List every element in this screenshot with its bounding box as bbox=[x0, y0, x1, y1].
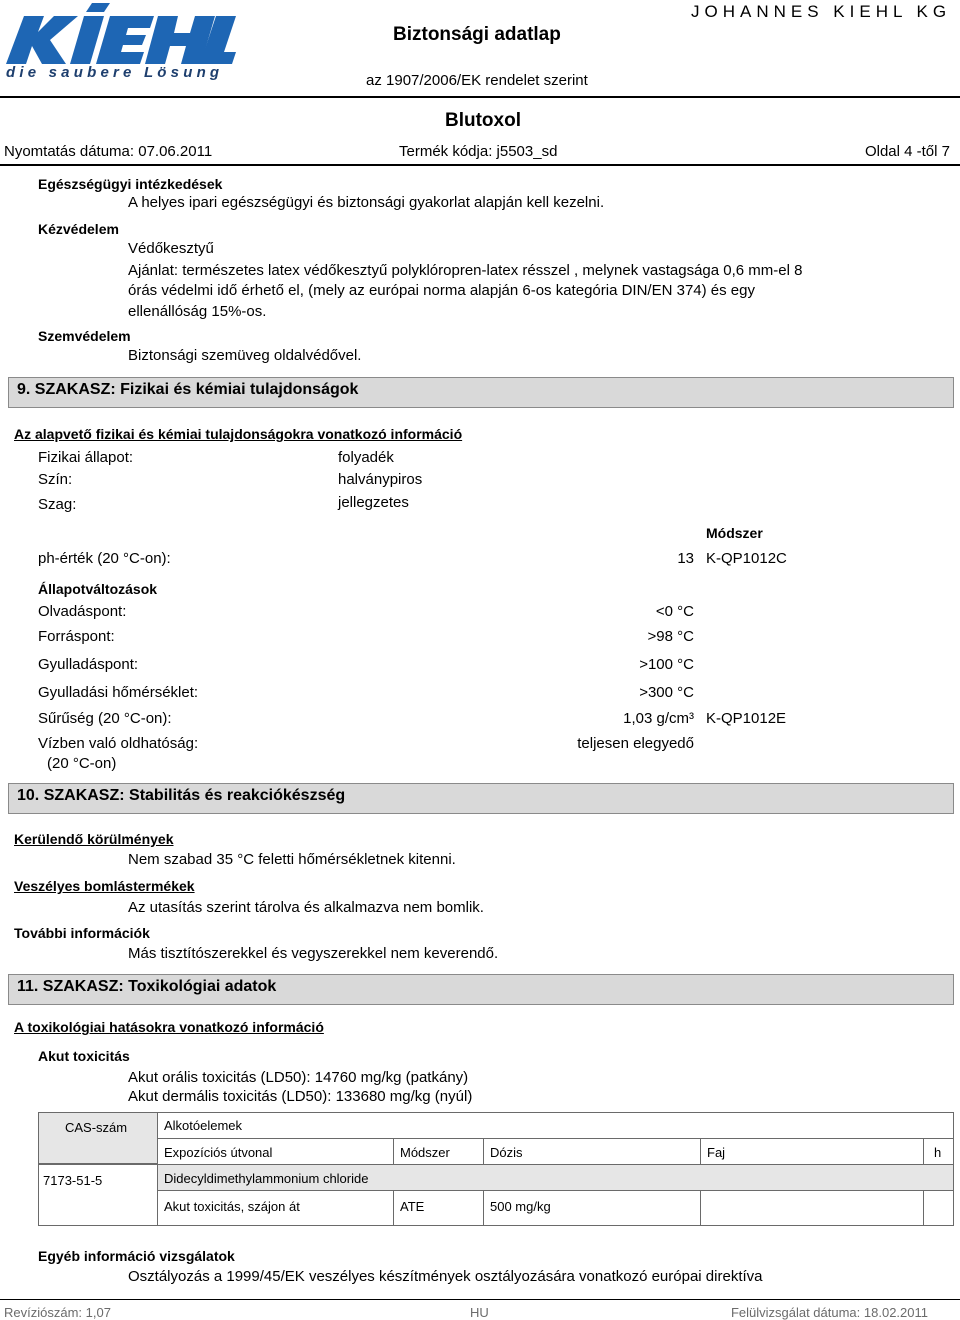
table-route-value-cell bbox=[157, 1190, 394, 1226]
physical-state-value: folyadék bbox=[338, 449, 394, 466]
product-name: Blutoxol bbox=[445, 110, 521, 131]
revision-number: Revíziószám: 1,07 bbox=[4, 1305, 111, 1320]
boiling-point-label: Forráspont: bbox=[38, 628, 115, 645]
table-method-header: Módszer bbox=[400, 1145, 450, 1160]
boiling-point-value: >98 °C bbox=[647, 628, 694, 645]
ignition-temp-value: >300 °C bbox=[639, 684, 694, 701]
table-route-value: Akut toxicitás, szájon át bbox=[164, 1199, 300, 1214]
table-cas-header-cell bbox=[38, 1112, 158, 1164]
language-code: HU bbox=[470, 1305, 489, 1320]
physical-state-label: Fizikai állapot: bbox=[38, 449, 134, 466]
table-route-header: Expozíciós útvonal bbox=[164, 1145, 273, 1160]
section11-band bbox=[8, 974, 954, 1005]
header-rule-bottom bbox=[0, 164, 960, 166]
solubility-label-temp: (20 °C-on) bbox=[47, 755, 117, 772]
document-title: Biztonsági adatlap bbox=[393, 24, 561, 45]
hygiene-title: Egészségügyi intézkedések bbox=[38, 176, 223, 192]
acute-oral-text: Akut orális toxicitás (LD50): 14760 mg/kg (patkány) bbox=[128, 1069, 469, 1086]
method-column-header: Módszer bbox=[706, 525, 763, 541]
density-method: K-QP1012E bbox=[706, 710, 787, 727]
header-rule-top bbox=[0, 96, 960, 98]
density-label: Sűrűség (20 °C-on): bbox=[38, 710, 172, 727]
section10-title: 10. SZAKASZ: Stabilitás és reakciókészség bbox=[17, 787, 346, 804]
acute-dermal-text: Akut dermális toxicitás (LD50): 133680 mg/kg (nyúl) bbox=[128, 1088, 473, 1105]
color-value: halványpiros bbox=[338, 471, 423, 488]
toxicity-table bbox=[38, 1112, 954, 1226]
table-component-header: Alkotóelemek bbox=[164, 1118, 243, 1133]
state-changes-title: Állapotváltozások bbox=[38, 581, 158, 597]
flash-point-label: Gyulladáspont: bbox=[38, 656, 139, 673]
decomposition-title: Veszélyes bomlástermékek bbox=[14, 878, 195, 894]
table-species-header: Faj bbox=[707, 1145, 726, 1160]
hygiene-text: A helyes ipari egészségügyi és biztonsági gyakorlat alapján kell kezelni. bbox=[128, 194, 605, 211]
ignition-temp-label: Gyulladási hőmérséklet: bbox=[38, 684, 199, 701]
regulation-text: az 1907/2006/EK rendelet szerint bbox=[366, 72, 588, 89]
color-label: Szín: bbox=[38, 471, 73, 488]
hand-protection-line1: Védőkesztyű bbox=[128, 240, 214, 257]
print-date: Nyomtatás dátuma: 07.06.2011 bbox=[4, 143, 213, 160]
solubility-label: Vízben való oldhatóság: bbox=[38, 735, 199, 752]
section11-title: 11. SZAKASZ: Toxikológiai adatok bbox=[17, 978, 277, 995]
table-method-header-cell bbox=[393, 1138, 484, 1165]
hand-protection-line4: ellenállóság 15%-os. bbox=[128, 303, 267, 320]
table-species-header-cell bbox=[700, 1138, 924, 1165]
section9-title: 9. SZAKASZ: Fizikai és kémiai tulajdonságok bbox=[17, 381, 359, 398]
table-cas-header: CAS-szám bbox=[65, 1120, 128, 1135]
flash-point-value: >100 °C bbox=[639, 656, 694, 673]
hand-protection-title: Kézvédelem bbox=[38, 221, 119, 237]
product-code: Termék kódja: j5503_sd bbox=[399, 143, 558, 160]
page-info: Oldal 4 -től 7 bbox=[864, 143, 950, 160]
other-info-title: Egyéb információ vizsgálatok bbox=[38, 1248, 235, 1264]
section11-subtitle: A toxikológiai hatásokra vonatkozó információ bbox=[14, 1019, 324, 1035]
other-info-text: Osztályozás a 1999/45/EK veszélyes készítmények osztályozására vonatkozó európai direktíva bbox=[128, 1268, 763, 1285]
hand-protection-line3: órás védelmi idő érhető el, (mely az európai norma alapján 6-os kategória DIN/EN 374) és egy bbox=[128, 282, 755, 299]
avoid-conditions-text: Nem szabad 35 °C feletti hőmérsékletnek kitenni. bbox=[128, 851, 456, 868]
acute-toxicity-title: Akut toxicitás bbox=[38, 1048, 130, 1064]
melting-point-label: Olvadáspont: bbox=[38, 603, 127, 620]
table-cas-value: 7173-51-5 bbox=[43, 1173, 103, 1188]
table-dose-value-cell bbox=[483, 1190, 701, 1226]
table-h-header-cell bbox=[923, 1138, 954, 1165]
more-info-text: Más tisztítószerekkel és vegyszerekkel nem keverendő. bbox=[128, 945, 499, 962]
table-component-header-cell bbox=[157, 1112, 954, 1139]
table-dose-value: 500 mg/kg bbox=[490, 1199, 551, 1214]
solubility-value: teljesen elegyedő bbox=[577, 735, 694, 752]
review-date: Felülvizsgálat dátuma: 18.02.2011 bbox=[730, 1305, 928, 1320]
hand-protection-line2: Ajánlat: természetes latex védőkesztyű polyklóropren-latex résszel , melynek vastagsága 0,6 mm-el 8 bbox=[128, 262, 803, 279]
table-species-value-cell bbox=[700, 1190, 924, 1226]
footer-rule bbox=[0, 1299, 960, 1300]
company-logo bbox=[4, 2, 236, 84]
table-method-value-cell bbox=[393, 1190, 484, 1226]
table-h-value-cell bbox=[923, 1190, 954, 1226]
odor-value: jellegzetes bbox=[338, 494, 409, 511]
eye-protection-title: Szemvédelem bbox=[38, 328, 131, 344]
company-name: JOHANNES KIEHL KG bbox=[691, 2, 952, 21]
table-method-value: ATE bbox=[400, 1199, 425, 1214]
ph-label: ph-érték (20 °C-on): bbox=[38, 550, 171, 567]
table-dose-header: Dózis bbox=[490, 1145, 523, 1160]
melting-point-value: <0 °C bbox=[655, 603, 694, 620]
table-component-value-cell bbox=[157, 1164, 954, 1191]
avoid-conditions-title: Kerülendő körülmények bbox=[14, 831, 174, 847]
density-value: 1,03 g/cm³ bbox=[623, 710, 694, 727]
table-cas-value-cell bbox=[38, 1164, 158, 1226]
decomposition-text: Az utasítás szerint tárolva és alkalmazva nem bomlik. bbox=[128, 899, 484, 916]
section9-band bbox=[8, 377, 954, 408]
section10-band bbox=[8, 783, 954, 814]
more-info-title: További információk bbox=[14, 925, 150, 941]
ph-value: 13 bbox=[677, 550, 694, 567]
table-h-header: h bbox=[934, 1145, 942, 1160]
table-component-value: Didecyldimethylammonium chloride bbox=[164, 1171, 369, 1186]
eye-protection-text: Biztonsági szemüveg oldalvédővel. bbox=[128, 347, 362, 364]
logo-tagline: die saubere Lösung bbox=[6, 64, 224, 81]
table-route-header-cell bbox=[157, 1138, 394, 1165]
section9-subtitle: Az alapvető fizikai és kémiai tulajdonságokra vonatkozó információ bbox=[14, 426, 463, 442]
table-dose-header-cell bbox=[483, 1138, 701, 1165]
ph-method: K-QP1012C bbox=[706, 550, 787, 567]
odor-label: Szag: bbox=[38, 496, 77, 513]
